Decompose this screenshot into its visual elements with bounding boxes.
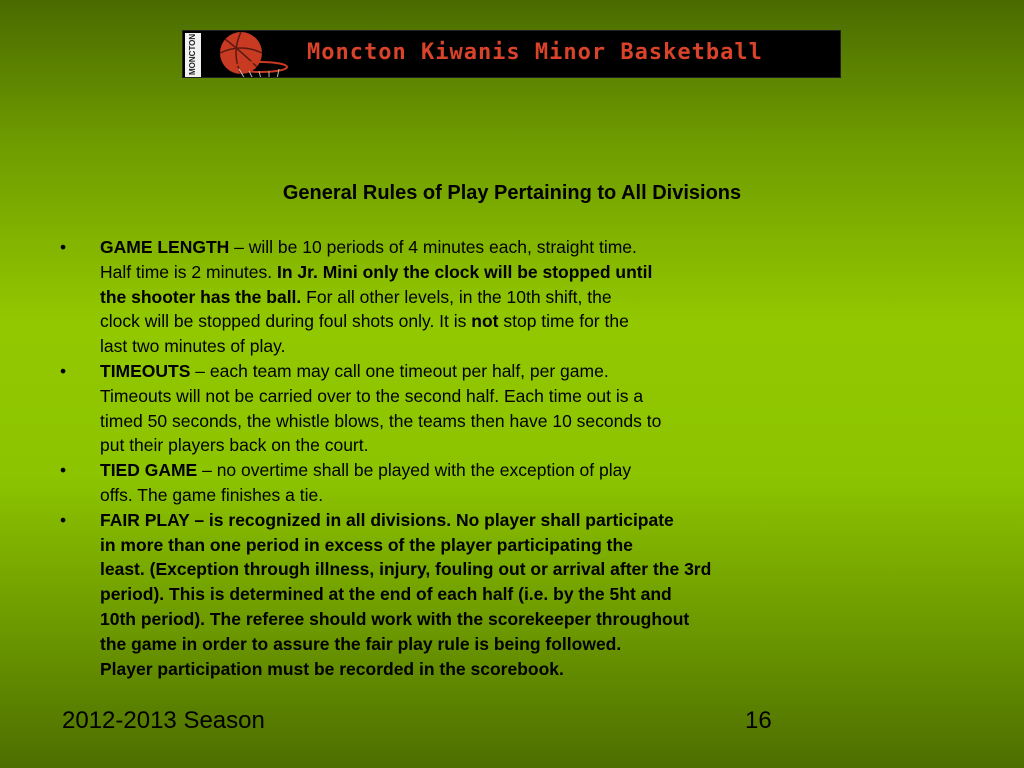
rule-text: timed 50 seconds, the whistle blows, the teams then have 10 seconds to [100,410,662,431]
page-title: General Rules of Play Pertaining to All Divisions [282,182,742,204]
rule-line [100,557,820,582]
rule-text: stop time for the [498,311,629,332]
bullet-icon: • [60,237,67,257]
rule-line [100,359,820,384]
rule-text-bold: not [471,311,499,332]
rule-line [100,409,820,434]
rule-item [60,359,820,458]
rule-text-bold: TIMEOUTS [100,360,191,381]
page-number: 16 [745,707,772,734]
rule-item [60,458,820,508]
rule-line [100,309,820,334]
header-banner [182,30,841,78]
rule-text-bold: 10th period). The referee should work with the scorekeeper throughout [100,608,690,629]
rule-text: – each team may call one timeout per half, per game. [190,360,609,381]
bullet-icon: • [60,460,67,481]
rule-line [100,235,820,260]
rule-text: Half time is 2 minutes. [100,261,277,282]
rule-text-bold: GAME LENGTH [100,237,230,257]
rule-line [100,607,820,632]
rule-text: Timeouts will not be carried over to the second half. Each time out is a [100,385,644,406]
rules-list [60,235,820,681]
rule-item [60,235,820,359]
rule-text-bold: period). This is determined at the end of each half (i.e. by the 5ht and [100,584,672,605]
rule-line [100,632,820,657]
rule-line [100,433,820,458]
rule-text-bold: In Jr. Mini only the clock will be stopped until [277,261,653,282]
rule-line [100,582,820,607]
rule-text-bold: least. (Exception through illness, injury, fouling out or arrival after the 3rd [100,559,712,580]
rule-text: – will be 10 periods of 4 minutes each, straight time. [229,237,637,257]
rule-text: offs. The game finishes a tie. [100,484,324,505]
basketball-logo-icon [183,31,295,78]
rule-line [100,458,820,483]
rule-text-bold: in more than one period in excess of the player participating the [100,534,633,555]
rule-line [100,334,820,359]
rule-line [100,285,820,310]
rule-text: put their players back on the court. [100,435,369,456]
rule-text: For all other levels, in the 10th shift, the [301,286,612,307]
bullet-icon: • [60,360,67,381]
rule-line [100,657,820,682]
footer-season: 2012-2013 Season [62,707,265,734]
rule-line [100,508,820,533]
rule-line [100,260,820,285]
rule-text-bold: Player participation must be recorded in the scorebook. [100,658,564,679]
banner-title: Moncton Kiwanis Minor Basketball [307,40,763,65]
rule-text-bold: TIED GAME [100,460,198,481]
rule-text-bold: the shooter has the ball. [100,286,302,307]
logo-text: MONCTON [188,33,197,75]
rule-line [100,384,820,409]
rule-item [60,508,820,682]
rule-line [100,533,820,558]
bullet-icon: • [60,509,67,530]
rule-text-bold: the game in order to assure the fair play rule is being followed. [100,633,622,654]
rule-line [100,483,820,508]
rule-text: last two minutes of play. [100,336,286,357]
rule-text: clock will be stopped during foul shots only. It is [100,311,472,332]
rule-text: – no overtime shall be played with the exception of play [197,460,632,481]
rule-text-bold: FAIR PLAY – is recognized in all divisions. No player shall participate [100,509,674,530]
